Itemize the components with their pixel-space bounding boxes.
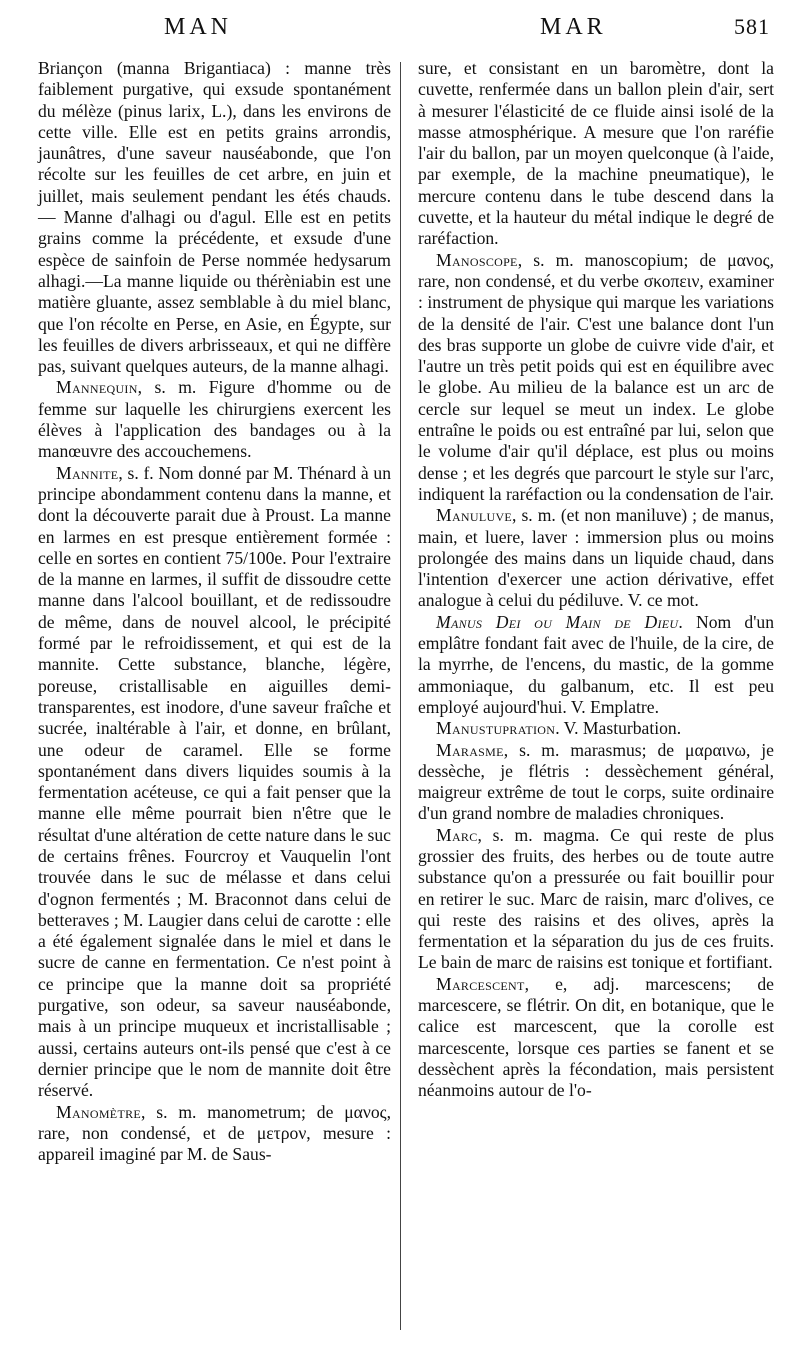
entry-text: , s. f. Nom donné par M. Thénard à un principe abondamment contenu dans la manne, et dont la découverte parait due à Proust. La manne en larmes en est presque entièrement formée : celle en sortes en contient 75/100e. Pour l'extraire de la manne en larmes, il suffit de dissoudre cette manne dans l'alcool bouillant, et de redissoudre de même, dans de nouvel alcool, le précipité formé par le refroidissement, et qui est de la mannite. Cette substance, blanche, légère, poreuse, cristallisable en aiguilles demi-transparentes, est inodore, d'une saveur fraîche et sucrée, inaltérable à l'air, et donne, en brûlant, une odeur de caramel. Elle se forme spontanément dans divers liquides soumis à la fermentation acéteuse, ce qui a fait penser que la manne elle même pourrait bien n'être que le résultat d'une altération de cette nature dans le suc de certains frênes. Fourcroy et Vauquelin l'ont trouvée dans le suc de mélasse et dans celui d'ognon fermentés ; M. Braconnot dans celui de betteraves ; M. Laugier dans celui de carotte : elle a été également signalée dans le miel et dans le sucre de canne en fermentation. Ce n'est point à ce principe que la manne doit sa propriété purgative, son odeur, sa saveur nauséabonde, mais à un principe muqueux et incristallisable ; aussi, certains auteurs ont-ils pensé que c'est à ce dernier principe que le nom de mannite doit être réservé. bbox=[38, 462, 391, 1101]
entry-continuation: Briançon (manna Brigantiaca) : manne très faiblement purgative, qui exsude spontanément du mélèze (pinus larix, L.), dans les environs de cette ville. Elle est en petits grains arrondis, jaunâtres, d'une saveur nauséabonde, que l'on récolte sur les feuilles de cet arbre, en juin et juillet, mais seulement pendant les étés chauds. — Manne d'alhagi ou d'agul. Elle est en petits grains comme la précédente, et exsude d'une espèce de sainfoin de Perse nommée hedysarum alhagi.—La manne liquide ou thérèniabin est une matière gluante, assez semblable à du miel blanc, que l'on récolte en Perse, en Asie, en Égypte, sur les feuilles de divers arbrisseaux, et qui ne diffère pas, suivant quelques auteurs, de la manne alhagi. bbox=[38, 58, 391, 377]
dictionary-entry bbox=[418, 718, 774, 739]
dictionary-entry bbox=[38, 1102, 391, 1166]
headword: Marasme bbox=[436, 739, 504, 760]
entry-text: , s. m. manoscopium; de μανος, rare, non condensé, et du verbe σκοπειν, examiner : instrument de physique qui marque les variations de la densité de l'air. C'est une balance dont l'un des bras supporte un globe de cuivre vide d'air, et l'autre un très petit poids qui est en équilibre avec le globe. Au milieu de la balance est un arc de cercle sur lequel se meut un index. Le globe entraîne le poids ou est entraîné par lui, selon que le volume d'air qu'il déplace, est plus ou moins dense ; et les degrés que parcourt le style sur l'arc, indiquent la raréfaction ou la condensation de l'air. bbox=[418, 249, 774, 504]
headword: Mannequin bbox=[56, 377, 138, 398]
headword: Marc bbox=[436, 824, 478, 845]
page-header bbox=[40, 8, 780, 52]
headword: Mannite bbox=[56, 462, 119, 483]
dictionary-entry bbox=[38, 463, 391, 1102]
dictionary-entry bbox=[418, 825, 774, 974]
headword: Manuluve bbox=[436, 505, 513, 526]
headword: Manomètre bbox=[56, 1101, 142, 1122]
headword: Manus Dei ou Main de Dieu bbox=[436, 611, 679, 632]
dictionary-entry bbox=[418, 250, 774, 506]
dictionary-entry bbox=[38, 377, 391, 462]
entry-text: , e, adj. marcescens; de marcescere, se flétrir. On dit, en botanique, que le calice est marcescent, que la corolle est marcescente, lorsque ces parties se fanent et se dessèchent après la fécondation, mais persistent néanmoins autour de l'o- bbox=[418, 973, 774, 1101]
entry-text: , s. m. manometrum; de μανος, rare, non condensé, et de μετρον, mesure : appareil imaginé par M. de Saus- bbox=[38, 1101, 391, 1165]
entry-text: . V. Masturbation. bbox=[555, 718, 682, 739]
page-number: 581 bbox=[734, 14, 770, 39]
entry-text: , s. m. marasmus; de μαραινω, je dessèche, je flétris : dessèchement général, maigreur extrême de tout le corps, suite ordinaire d'un grand nombre de maladies chroniques. bbox=[418, 739, 774, 824]
running-head-right: MAR bbox=[540, 14, 607, 40]
running-head-left: MAN bbox=[164, 14, 233, 40]
entry-continuation: sure, et consistant en un baromètre, dont la cuvette, renfermée dans un ballon plein d'air, sert à mesurer l'élasticité de ce fluide ainsi isolé de la masse atmosphérique. A mesure que l'on raréfie l'air du ballon, par un moyen quelconque (à l'aide, par exemple, de la machine pneumatique), le mercure contenu dans le tube descend dans la cuvette, et la hauteur du métal indique le degré de raréfaction. bbox=[418, 58, 774, 249]
dictionary-entry bbox=[418, 505, 774, 611]
headword: Manoscope bbox=[436, 249, 518, 270]
headword: Manustupration bbox=[436, 718, 556, 739]
dictionary-entry bbox=[418, 974, 774, 1102]
headword: Marcescent bbox=[436, 973, 525, 994]
entry-text: , s. m. (et non maniluve) ; de manus, main, et luere, laver : immersion plus ou moins prolongée des mains dans un liquide chaud, dans l'intention d'exercer une action dérivative, effet analogue à celui du pédiluve. V. ce mot. bbox=[418, 505, 774, 611]
entry-text: , s. m. magma. Ce qui reste de plus grossier des fruits, des herbes ou de toute autre substance qu'on a pressurée ou fait bouillir pour en retirer le suc. Marc de raisin, marc d'olives, ce qui reste des raisins et des olives, après la fermentation et la séparation du jus de ces fruits. Le bain de marc de raisins est tonique et fortifiant. bbox=[418, 824, 774, 973]
entry-text: . Nom d'un emplâtre fondant fait avec de l'huile, de la cire, de la myrrhe, de l'encens, du mastic, de la gomme ammoniaque, du galbanum, etc. Il est peu employé aujourd'hui. V. Emplatre. bbox=[418, 611, 774, 717]
left-column bbox=[38, 58, 391, 1165]
right-column bbox=[418, 58, 774, 1102]
entry-text: , s. m. Figure d'homme ou de femme sur laquelle les chirurgiens exercent les élèves à l'application des bandages ou à la manœuvre des accouchemens. bbox=[38, 377, 391, 462]
column-divider bbox=[400, 62, 401, 1330]
dictionary-entry bbox=[418, 612, 774, 718]
dictionary-entry bbox=[418, 740, 774, 825]
